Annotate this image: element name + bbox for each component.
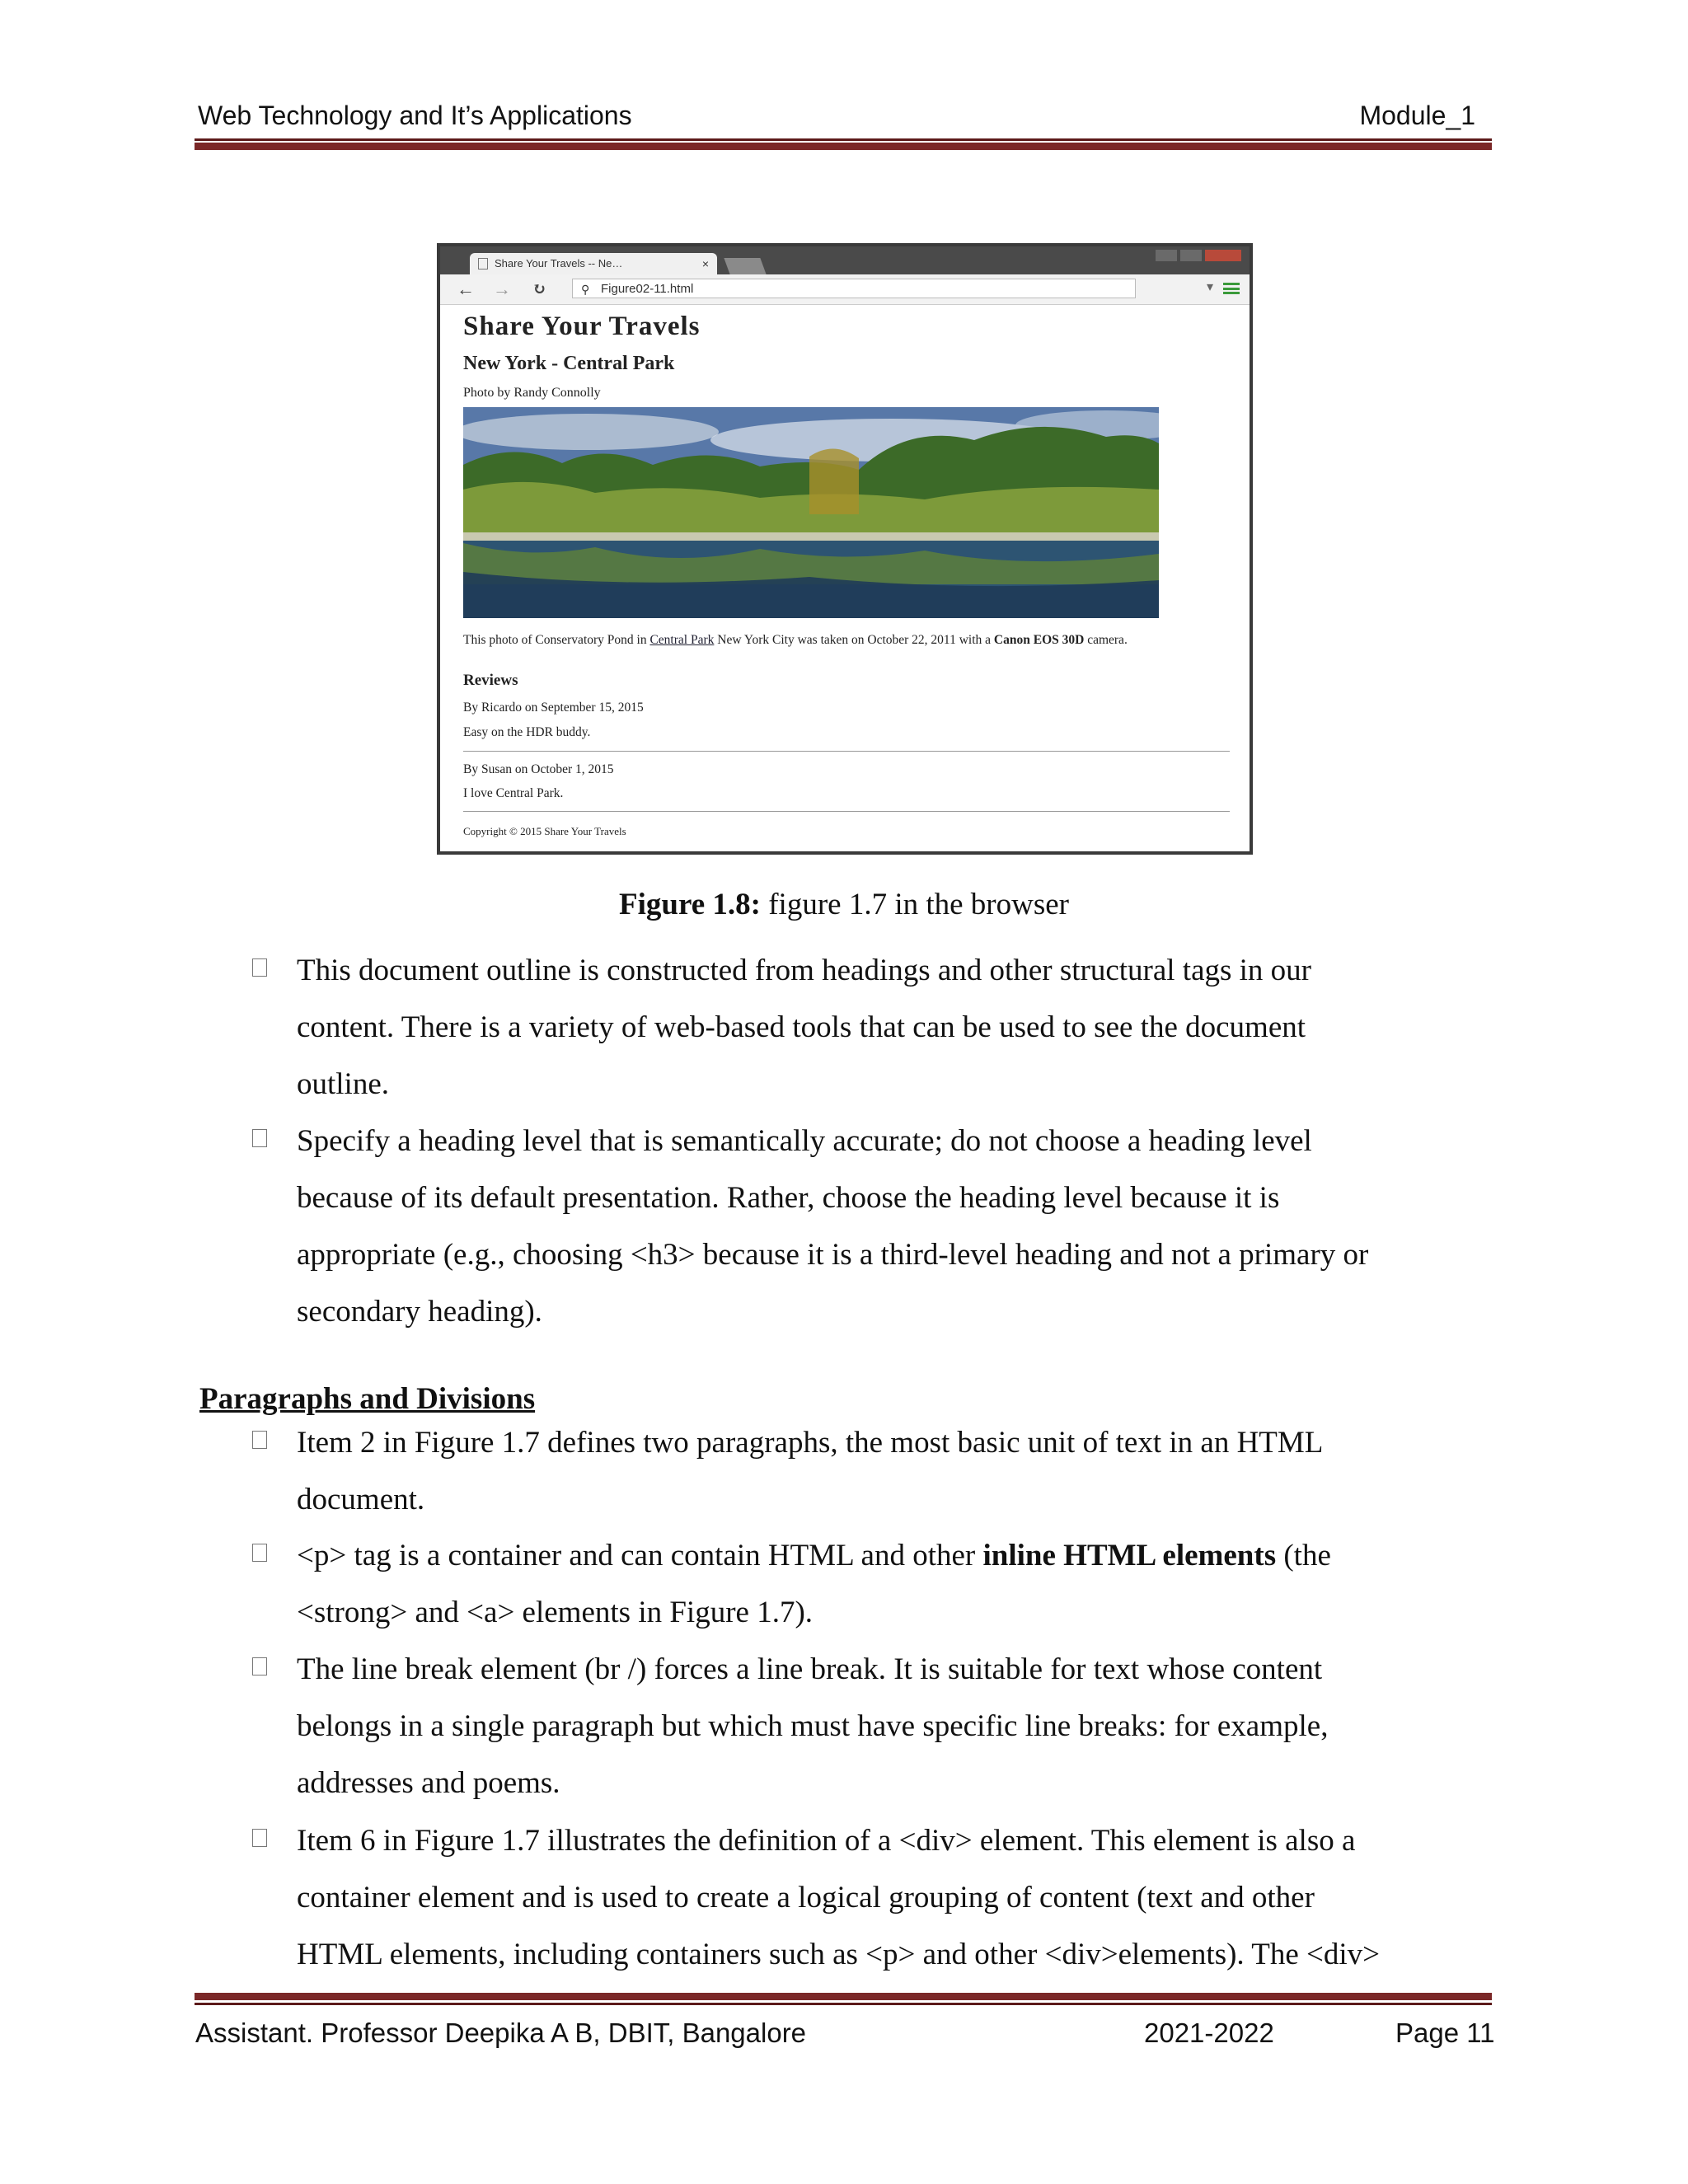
bullet-box-icon	[252, 958, 267, 977]
dropdown-icon: ▾	[1206, 280, 1213, 294]
bullet-box-icon	[252, 1544, 267, 1562]
tab-title: Share Your Travels -- Ne…	[495, 257, 623, 269]
footer-divider	[463, 811, 1230, 812]
review-text: Easy on the HDR buddy.	[463, 725, 591, 739]
figure-caption	[0, 887, 1688, 922]
text-line: belongs in a single paragraph but which must have specific line breaks: for example,	[297, 1709, 1329, 1743]
text-line: secondary heading).	[297, 1295, 542, 1329]
review-divider	[463, 751, 1230, 752]
new-tab-icon	[724, 258, 766, 274]
footer-rule-thick	[195, 1993, 1492, 2000]
address-text: Figure02-11.html	[601, 282, 694, 296]
footer-author: Assistant. Professor Deepika A B, DBIT, Bangalore	[195, 2018, 807, 2048]
reviews-heading: Reviews	[463, 672, 518, 689]
back-arrow-icon: ←	[457, 279, 475, 299]
bullet-paragraph	[297, 1527, 1493, 1641]
bullet-box-icon	[252, 1657, 267, 1675]
figure-label: Figure 1.8:	[619, 888, 761, 921]
bullet-box-icon	[252, 1829, 267, 1847]
browser-titlebar	[440, 246, 1250, 274]
bullet-paragraph	[297, 1812, 1493, 1983]
maximize-icon	[1180, 250, 1202, 261]
central-park-photo	[463, 407, 1159, 618]
text-line: appropriate (e.g., choosing <h3> because it is a third-level heading and not a primary or	[297, 1238, 1369, 1272]
browser-toolbar	[440, 274, 1250, 305]
bullet-box-icon	[252, 1431, 267, 1449]
photo-caption-mid: New York City was taken on October 22, 2011 with a	[714, 633, 994, 647]
photo-caption	[463, 633, 1205, 648]
text-line: The line break element (br /) forces a line break. It is suitable for text whose content	[297, 1652, 1323, 1686]
browser-viewport	[440, 305, 1250, 851]
photo-credit: Photo by Randy Connolly	[463, 386, 601, 400]
bold-term: inline HTML elements	[982, 1539, 1277, 1572]
bullet-paragraph	[297, 1641, 1493, 1811]
address-bar	[572, 279, 1136, 298]
tab-close-icon: ×	[701, 257, 709, 270]
text-line: Item 2 in Figure 1.7 defines two paragraphs, the most basic unit of text in an HTML	[297, 1426, 1324, 1460]
site-subtitle: New York - Central Park	[463, 353, 675, 374]
photo-caption-camera: Canon EOS 30D	[993, 633, 1085, 647]
text-line: This document outline is constructed from headings and other structural tags in our	[297, 954, 1311, 987]
bullet-box-icon	[252, 1129, 267, 1147]
forward-arrow-icon: →	[493, 279, 511, 299]
text-line	[297, 1527, 1493, 1584]
bullet-paragraph	[297, 1113, 1493, 1340]
text-line: addresses and poems.	[297, 1766, 560, 1800]
window-close-icon	[1205, 250, 1241, 261]
section-heading: Paragraphs and Divisions	[199, 1382, 536, 1416]
text-run: (the	[1276, 1539, 1331, 1572]
browser-screenshot-figure	[437, 243, 1253, 855]
text-line: outline.	[297, 1067, 390, 1101]
text-line: Item 6 in Figure 1.7 illustrates the definition of a <div> element. This element is also a	[297, 1824, 1356, 1858]
bullet-paragraph	[297, 942, 1493, 1113]
header-rule-thin	[195, 138, 1492, 141]
running-header-module: Module_1	[1359, 101, 1475, 130]
header-rule-thick	[195, 143, 1492, 150]
menu-icon	[1223, 283, 1240, 294]
site-footer: Copyright © 2015 Share Your Travels	[463, 825, 626, 837]
browser-tab	[470, 253, 717, 274]
central-park-link[interactable]: Central Park	[649, 633, 715, 647]
bullet-paragraph	[297, 1414, 1493, 1528]
reload-icon: ↻	[532, 280, 546, 298]
text-line: document.	[297, 1483, 425, 1516]
text-line: because of its default presentation. Rather, choose the heading level because it is	[297, 1181, 1280, 1215]
search-icon: ⚲	[581, 283, 590, 296]
figure-caption-text: figure 1.7 in the browser	[760, 888, 1069, 921]
site-title: Share Your Travels	[463, 312, 701, 341]
text-line: HTML elements, including containers such as <p> and other <div>elements). The <div>	[297, 1938, 1381, 1971]
photo-caption-pre: This photo of Conservatory Pond in	[463, 633, 650, 647]
text-run: <p> tag is a container and can contain HTML and other	[297, 1539, 983, 1572]
page-icon	[478, 258, 488, 269]
text-line: <strong> and <a> elements in Figure 1.7).	[297, 1596, 814, 1629]
review-author: By Ricardo on September 15, 2015	[463, 701, 644, 715]
running-header-title: Web Technology and It’s Applications	[198, 101, 632, 130]
footer-year: 2021-2022	[1144, 2018, 1274, 2048]
review-author: By Susan on October 1, 2015	[463, 762, 614, 776]
text-line: container element and is used to create a logical grouping of content (text and other	[297, 1881, 1315, 1915]
page-number: Page 11	[1395, 2018, 1495, 2048]
footer-rule-thin	[195, 2003, 1492, 2005]
photo-caption-post: camera.	[1084, 633, 1128, 647]
review-text: I love Central Park.	[463, 786, 564, 800]
minimize-icon	[1156, 250, 1177, 261]
text-line: content. There is a variety of web-based tools that can be used to see the document	[297, 1010, 1306, 1044]
text-line: Specify a heading level that is semantically accurate; do not choose a heading level	[297, 1124, 1312, 1158]
